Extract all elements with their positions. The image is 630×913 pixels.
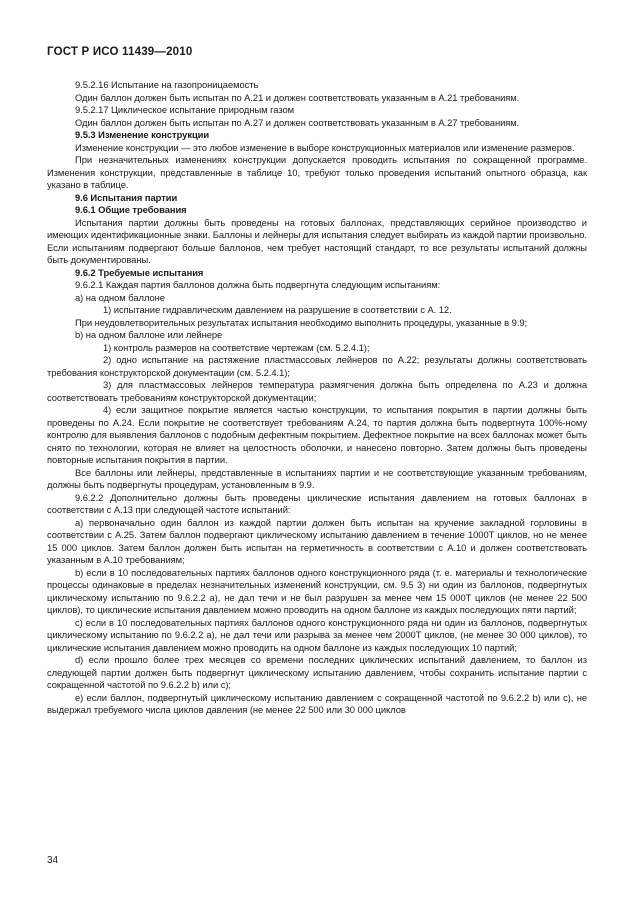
list-item: а) на одном баллоне bbox=[75, 291, 165, 303]
document-body bbox=[47, 79, 587, 717]
list-item: b) если в 10 последовательных партиях баллонов одного конструкционного ряда (т. е. материалы и технологические процессы одинаковые в пределах незначительных изменений конструкции, см. 9.5 3) ни один из баллонов, подвергнутых циклическому испытанию по 9.6.2.2 а), не дал течи и не был разрушен за менее чем 15 000T циклов (не менее 22 500 циклов), то циклические испытания давлением можно проводить на одном баллоне из каждых последующих пяти партий; bbox=[47, 566, 587, 615]
paragraph: При незначительных изменениях конструкции допускается проводить испытания по сокращенной программе. Изменения конструкции, представленные в таблице 10, требуют только проведения испытаний опытного образца, как указано в таблице. bbox=[47, 154, 587, 190]
paragraph: 9.6.2.1 Каждая партия баллонов должна быть подвергнута следующим испытаниям: bbox=[75, 279, 441, 290]
paragraph: При неудовлетворительных результатах испытания необходимо выполнить процедуры, указанные в 9.9; bbox=[75, 316, 528, 328]
sub-list-item: 1) испытание гидравлическим давлением на разрушение в соответствии с А. 12. bbox=[103, 304, 452, 315]
section-heading: 9.6.1 Общие требования bbox=[75, 204, 187, 215]
clause-heading: 9.5.2.16 Испытание на газопроницаемость bbox=[75, 79, 259, 90]
section-heading: 9.6 Испытания партии bbox=[75, 191, 178, 203]
clause-heading: 9.5.2.17 Циклическое испытание природным газом bbox=[75, 104, 295, 115]
document-header: ГОСТ Р ИСО 11439—2010 bbox=[47, 46, 193, 58]
sub-list-item: 1) контроль размеров на соответствие чертежам (см. 5.2.4.1); bbox=[103, 341, 370, 353]
section-heading: 9.5.3 Изменение конструкции bbox=[75, 129, 210, 140]
section-heading: 9.6.2 Требуемые испытания bbox=[75, 266, 204, 278]
sub-list-item: 3) для пластмассовых лейнеров температура размягчения должна быть определена по А.23 и должна соответствовать требованиям конструкторской документации; bbox=[47, 379, 587, 403]
page-number: 34 bbox=[47, 855, 59, 866]
sub-list-item: 4) если защитное покрытие является частью конструкции, то испытания покрытия в партии должны быть проведены по А.24. Если покрытие не соответствует требованиям А.24, то партия должна быть подвергнута 100%-ному контролю для выявления баллонов с подобным дефектным покрытием. Дефектное покрытие на всех баллонах может быть снято по технологии, которая не влияет на целостность оболочки, и нанесено повторно. Затем должны быть проведены повторные испытания покрытия в партии. bbox=[47, 404, 587, 465]
list-item: е) если баллон, подвергнутый циклическому испытанию давлением с сокращенной частотой по 9.6.2.2 b) или с), не выдержал требуемого числа циклов давления (не менее 22 500 или 30 000 циклов bbox=[47, 691, 587, 715]
list-item: d) если прошло более трех месяцев со времени последних циклических испытаний давлением, то баллон из следующей партии должен быть подвергнут циклическому испытанию давлением, чтобы сохранить испытание партии с сокращенной частотой по 9.6.2.2 b) или с); bbox=[47, 654, 587, 690]
paragraph: Один баллон должен быть испытан по А.27 и должен соответствовать указанным в А.27 требованиям. bbox=[75, 116, 520, 128]
paragraph: Все баллоны или лейнеры, представленные в испытаниях партии и не соответствующие указанным требованиям, должны быть подвергнуты процедурам, установленным в 9.9. bbox=[47, 466, 587, 490]
paragraph: 9.6.2.2 Дополнительно должны быть проведены циклические испытания давлением на готовых баллонах в соответствии с А.13 при следующей частоте испытаний: bbox=[47, 491, 587, 515]
list-item: а) первоначально один баллон из каждой партии должен быть испытан на кручение закладной горловины в соответствии с А.25. Затем баллон подвергают циклическому испытанию давлением в течение 1000T циклов, но не менее 15 000 циклов. Затем баллон должен быть испытан на герметичность в соответствии с А.10 и должен соответствовать указанным в А.10 требованиям; bbox=[47, 516, 587, 565]
list-item: с) если в 10 последовательных партиях баллонов одного конструкционного ряда ни один из баллонов, подвергнутых циклическому испытанию по 9.6.2.2 а), не дал течи или разрыва за менее чем 2000T циклов, (не менее 30 000 циклов), то циклические испытания давлением можно проводить на одном баллоне из каждых последующих 10 партий; bbox=[47, 616, 587, 653]
list-item: b) на одном баллоне или лейнере bbox=[75, 329, 223, 340]
paragraph: Испытания партии должны быть проведены на готовых баллонах, представляющих серийное производство и имеющих идентификационные знаки. Баллоны и лейнеры для испытания следует выбирать из каждой партии произвольно. Если испытаниям подвергают больше баллонов, чем требует настоящий стандарт, то все результаты испытаний должны быть документированы. bbox=[47, 216, 587, 265]
paragraph: Изменение конструкции — это любое изменение в выборе конструкционных материалов или изменение размеров. bbox=[75, 141, 575, 153]
sub-list-item: 2) одно испытание на растяжение пластмассовых лейнеров по А.22; результаты должны соответствовать требования конструкторской документации (см. 5.2.4.1); bbox=[47, 354, 587, 378]
paragraph: Один баллон должен быть испытан по А.21 и должен соответствовать указанным в А.21 требованиям. bbox=[75, 91, 520, 103]
